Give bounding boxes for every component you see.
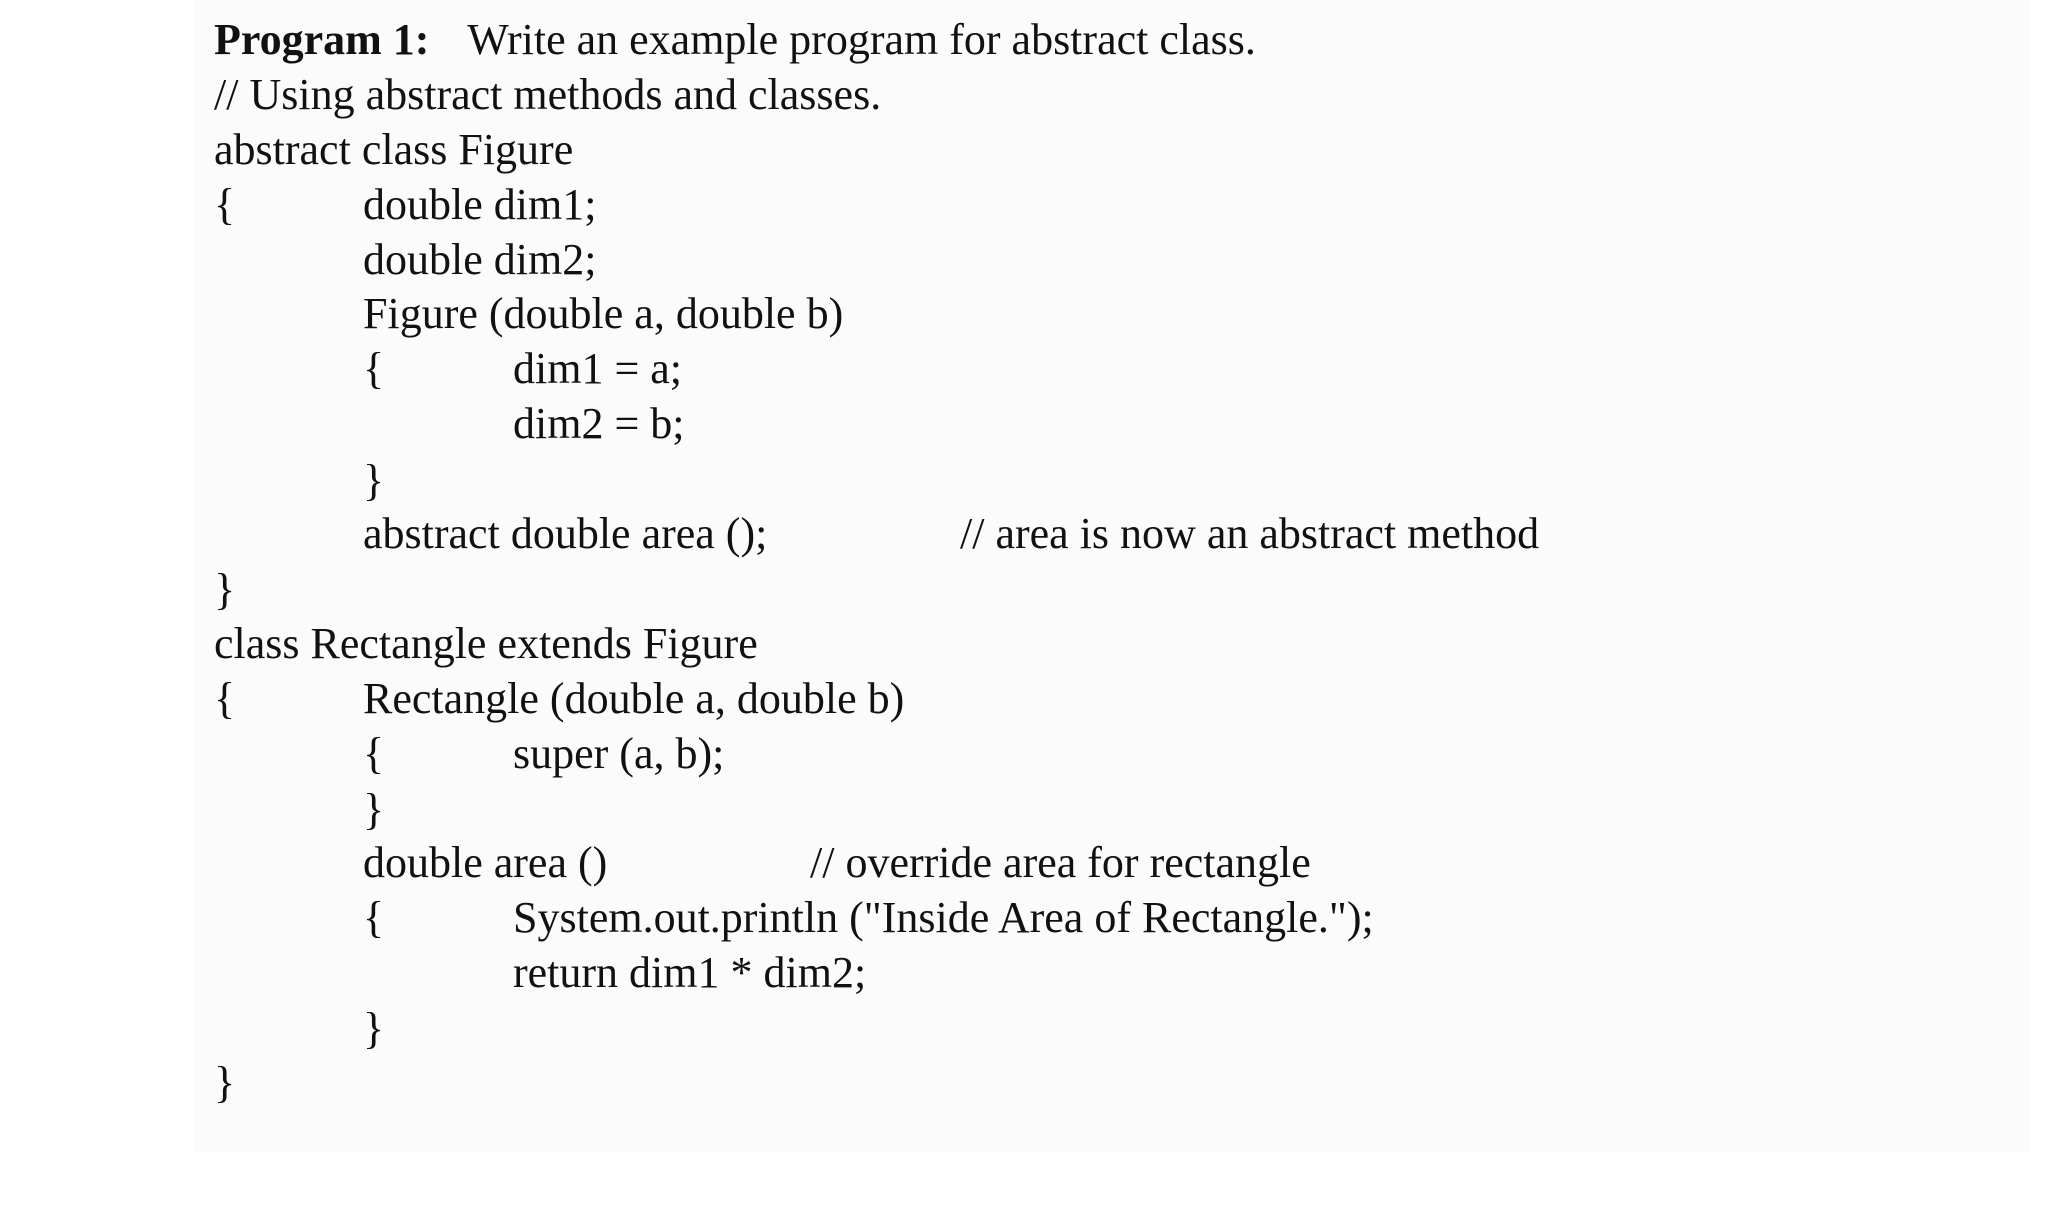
- code-line: [0, 508, 1540, 560]
- code-line: [0, 1003, 385, 1055]
- code-line: [0, 234, 597, 286]
- code-line: [0, 947, 867, 999]
- code-line: [0, 892, 1374, 944]
- code-line: [0, 728, 725, 780]
- assignment-statement: dim2 = b;: [513, 399, 685, 448]
- program-label: Program 1:: [214, 15, 430, 64]
- open-brace: {: [363, 893, 385, 942]
- close-brace: }: [214, 1058, 236, 1107]
- code-line: [0, 398, 685, 450]
- constructor-declaration: Figure (double a, double b): [363, 289, 844, 338]
- close-brace: }: [214, 565, 236, 614]
- print-statement: System.out.println ("Inside Area of Rectangle.");: [513, 893, 1374, 942]
- code-line: [0, 455, 385, 507]
- code-line: [0, 784, 385, 836]
- field-declaration: double dim1;: [363, 180, 597, 229]
- program-heading: [0, 14, 1256, 66]
- code-line: [0, 837, 1311, 889]
- open-brace: {: [363, 729, 385, 778]
- method-declaration: double area (): [363, 838, 608, 887]
- constructor-declaration: Rectangle (double a, double b): [363, 674, 905, 723]
- class-declaration: abstract class Figure: [214, 125, 574, 174]
- abstract-method-declaration: abstract double area ();: [363, 509, 768, 558]
- super-call: super (a, b);: [513, 729, 725, 778]
- code-line: [0, 618, 758, 670]
- code-line: [0, 124, 574, 176]
- open-brace: {: [214, 674, 236, 723]
- field-declaration: double dim2;: [363, 235, 597, 284]
- code-line: [0, 179, 597, 231]
- return-statement: return dim1 * dim2;: [513, 948, 867, 997]
- assignment-statement: dim1 = a;: [513, 344, 683, 393]
- class-declaration: class Rectangle extends Figure: [214, 619, 758, 668]
- close-brace: }: [363, 785, 385, 834]
- code-line: [0, 673, 905, 725]
- comment-text: // Using abstract methods and classes.: [214, 70, 882, 119]
- comment-text: // override area for rectangle: [810, 838, 1311, 887]
- code-line: [0, 564, 236, 616]
- open-brace: {: [214, 180, 236, 229]
- close-brace: }: [363, 1004, 385, 1053]
- program-description: Write an example program for abstract class.: [457, 15, 1256, 64]
- code-line: [0, 343, 683, 395]
- code-line: [0, 1057, 236, 1109]
- close-brace: }: [363, 456, 385, 505]
- open-brace: {: [363, 344, 385, 393]
- comment-text: // area is now an abstract method: [960, 509, 1540, 558]
- code-line: [0, 69, 882, 121]
- code-line: [0, 288, 844, 340]
